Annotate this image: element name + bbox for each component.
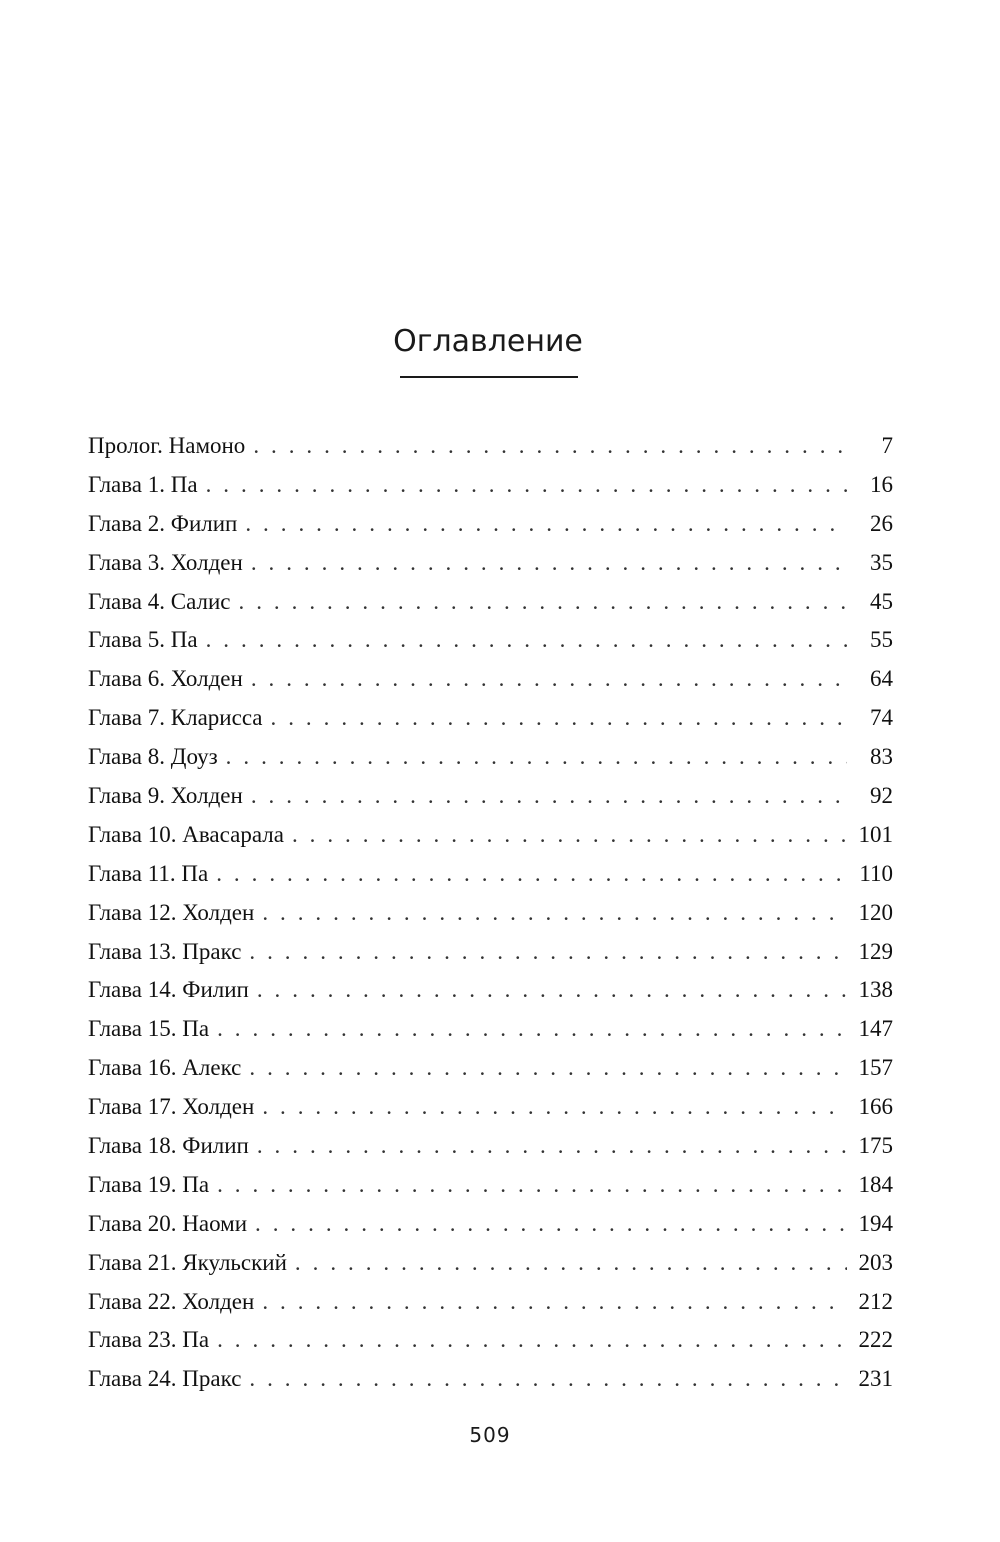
toc-entry[interactable] xyxy=(88,505,893,544)
toc-dot-leader xyxy=(295,1244,847,1283)
toc-entry[interactable] xyxy=(88,738,893,777)
page-number: 509 xyxy=(469,1423,511,1447)
title-underline xyxy=(400,376,578,378)
toc-entry[interactable] xyxy=(88,544,893,583)
toc-entry[interactable] xyxy=(88,1010,893,1049)
toc-dot-leader xyxy=(249,1049,847,1088)
toc-entry-title: Глава 3. Холден xyxy=(88,549,243,575)
toc-dot-leader xyxy=(257,971,847,1010)
toc-entry[interactable] xyxy=(88,621,893,660)
toc-entry-page: 120 xyxy=(858,899,893,925)
toc-entry-title: Глава 19. Па xyxy=(88,1171,210,1197)
table-of-contents xyxy=(88,427,893,1399)
toc-entry-page: 35 xyxy=(870,549,893,575)
toc-dot-leader xyxy=(251,777,847,816)
toc-entry-page: 138 xyxy=(858,977,893,1003)
toc-entry-page: 26 xyxy=(870,510,893,536)
toc-entry[interactable] xyxy=(88,1166,893,1205)
toc-entry[interactable] xyxy=(88,777,893,816)
toc-dot-leader xyxy=(262,1088,847,1127)
toc-entry-title: Глава 9. Холден xyxy=(88,783,243,809)
toc-entry-title: Глава 20. Наоми xyxy=(88,1210,248,1236)
toc-dot-leader xyxy=(253,427,847,466)
toc-dot-leader xyxy=(262,894,847,933)
toc-entry-page: 74 xyxy=(870,705,893,731)
toc-dot-leader xyxy=(249,1360,847,1399)
toc-dot-leader xyxy=(217,1321,847,1360)
toc-entry-title: Глава 5. Па xyxy=(88,627,198,653)
toc-dot-leader xyxy=(249,933,847,972)
toc-dot-leader xyxy=(216,855,847,894)
toc-entry-title: Глава 17. Холден xyxy=(88,1094,255,1120)
toc-entry-page: 64 xyxy=(870,666,893,692)
toc-entry-page: 157 xyxy=(858,1055,893,1081)
toc-entry-title: Глава 2. Филип xyxy=(88,510,238,536)
toc-entry[interactable] xyxy=(88,1088,893,1127)
toc-entry[interactable] xyxy=(88,660,893,699)
toc-entry[interactable] xyxy=(88,1127,893,1166)
toc-entry-page: 212 xyxy=(858,1288,893,1314)
toc-entry-title: Глава 15. Па xyxy=(88,1016,210,1042)
toc-entry[interactable] xyxy=(88,699,893,738)
toc-entry-page: 231 xyxy=(858,1366,893,1392)
toc-entry[interactable] xyxy=(88,971,893,1010)
toc-entry-title: Глава 22. Холден xyxy=(88,1288,255,1314)
toc-dot-leader xyxy=(245,505,847,544)
toc-entry[interactable] xyxy=(88,466,893,505)
toc-dot-leader xyxy=(255,1205,847,1244)
toc-entry-title: Глава 13. Пракс xyxy=(88,938,242,964)
toc-entry[interactable] xyxy=(88,583,893,622)
toc-entry-page: 16 xyxy=(870,471,893,497)
toc-entry-page: 110 xyxy=(859,860,893,886)
toc-dot-leader xyxy=(251,544,847,583)
toc-entry[interactable] xyxy=(88,933,893,972)
toc-entry-title: Глава 24. Пракс xyxy=(88,1366,242,1392)
toc-dot-leader xyxy=(217,1010,847,1049)
toc-entry-title: Глава 4. Салис xyxy=(88,588,231,614)
toc-entry-title: Глава 6. Холден xyxy=(88,666,243,692)
toc-entry-title: Глава 7. Кларисса xyxy=(88,705,263,731)
toc-dot-leader xyxy=(271,699,847,738)
toc-entry-title: Глава 12. Холден xyxy=(88,899,255,925)
toc-entry[interactable] xyxy=(88,1283,893,1322)
toc-dot-leader xyxy=(217,1166,847,1205)
toc-dot-leader xyxy=(257,1127,847,1166)
toc-dot-leader xyxy=(262,1283,847,1322)
toc-entry[interactable] xyxy=(88,1321,893,1360)
toc-dot-leader xyxy=(239,583,847,622)
toc-entry[interactable] xyxy=(88,816,893,855)
toc-entry-page: 7 xyxy=(881,433,893,458)
toc-dot-leader xyxy=(206,621,847,660)
toc-entry-page: 101 xyxy=(858,821,893,847)
toc-entry-page: 83 xyxy=(870,744,893,770)
toc-entry-page: 55 xyxy=(870,627,893,653)
toc-entry-title: Глава 8. Доуз xyxy=(88,744,218,770)
toc-entry[interactable] xyxy=(88,1244,893,1283)
toc-entry[interactable] xyxy=(88,1205,893,1244)
toc-entry-page: 92 xyxy=(870,783,893,809)
toc-entry[interactable] xyxy=(88,1049,893,1088)
toc-entry-title: Глава 10. Авасарала xyxy=(88,821,284,847)
toc-dot-leader xyxy=(251,660,847,699)
toc-entry-page: 194 xyxy=(858,1210,893,1236)
toc-entry-title: Глава 11. Па xyxy=(88,860,209,886)
toc-entry-title: Глава 1. Па xyxy=(88,471,198,497)
toc-entry[interactable] xyxy=(88,1360,893,1399)
toc-entry[interactable] xyxy=(88,855,893,894)
toc-entry-title: Глава 16. Алекс xyxy=(88,1055,242,1081)
toc-dot-leader xyxy=(226,738,847,777)
toc-entry-page: 166 xyxy=(858,1094,893,1120)
toc-dot-leader xyxy=(206,466,847,505)
toc-entry-title: Глава 21. Якульский xyxy=(88,1249,287,1275)
toc-entry-page: 184 xyxy=(858,1171,893,1197)
toc-entry-page: 175 xyxy=(858,1133,893,1159)
page-title: Оглавление xyxy=(393,324,583,359)
toc-dot-leader xyxy=(292,816,847,855)
toc-entry-title: Пролог. Намоно xyxy=(88,433,246,458)
toc-entry-title: Глава 14. Филип xyxy=(88,977,249,1003)
toc-entry-page: 203 xyxy=(858,1249,893,1275)
toc-entry[interactable] xyxy=(88,427,893,466)
toc-entry-page: 129 xyxy=(858,938,893,964)
toc-entry-title: Глава 18. Филип xyxy=(88,1133,249,1159)
toc-entry-page: 222 xyxy=(858,1327,893,1353)
toc-entry[interactable] xyxy=(88,894,893,933)
toc-entry-page: 45 xyxy=(870,588,893,614)
toc-entry-page: 147 xyxy=(858,1016,893,1042)
toc-entry-title: Глава 23. Па xyxy=(88,1327,210,1353)
